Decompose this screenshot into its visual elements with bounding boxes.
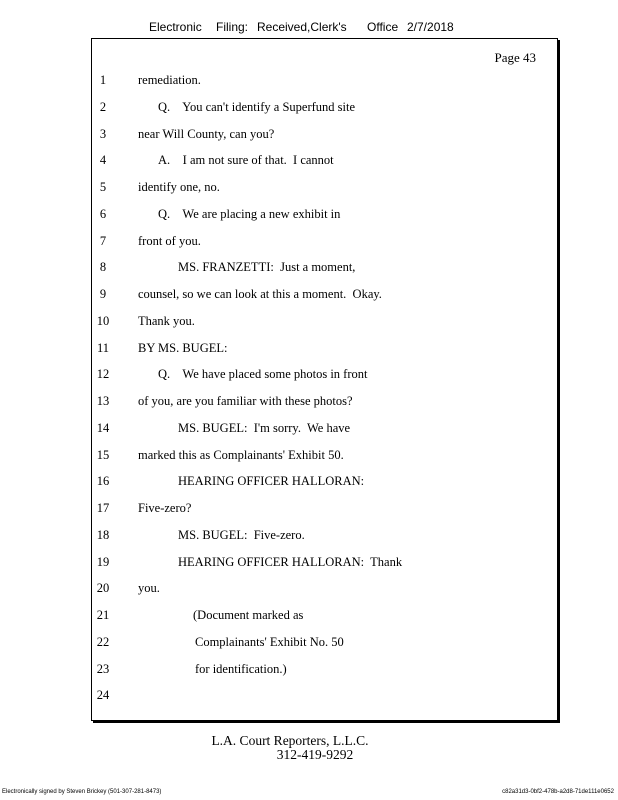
line-text: for identification.) <box>195 661 287 676</box>
line-text: MS. BUGEL: I'm sorry. We have <box>178 420 351 435</box>
line-text: Thank you. <box>138 313 195 328</box>
line-text: HEARING OFFICER HALLORAN: <box>178 474 365 489</box>
stamp-filing: Filing: <box>216 20 249 34</box>
line-text: you. <box>138 581 160 596</box>
page-number: Page 43 <box>494 50 536 65</box>
line-text: Complainants' Exhibit No. 50 <box>195 634 344 649</box>
transcript-line <box>0 448 560 466</box>
transcript-line <box>0 394 560 412</box>
transcript-line <box>0 180 560 198</box>
footer-company: L.A. Court Reporters, L.L.C. <box>211 733 369 748</box>
line-number: 3 <box>99 126 107 141</box>
transcript-line <box>0 688 560 706</box>
transcript-line <box>0 528 560 546</box>
line-text: identify one, no. <box>138 180 220 194</box>
line-text: counsel, so we can look at this a moment. Okay. <box>138 287 382 301</box>
line-text: remediation. <box>138 73 201 87</box>
transcript-line <box>0 100 560 118</box>
document-hash: c82a31d3-0bf2-478b-a2d8-71de111e0652 <box>502 789 614 795</box>
transcript-line <box>0 234 560 252</box>
line-text: Q. We are placing a new exhibit in <box>158 206 341 221</box>
line-number: 10 <box>96 313 110 328</box>
footer-phone: 312-419-9292 <box>276 747 354 762</box>
line-number: 19 <box>96 554 110 569</box>
line-number: 6 <box>99 206 107 221</box>
transcript-line <box>0 73 560 91</box>
stamp-electronic: Electronic <box>149 20 202 34</box>
line-number: 9 <box>99 287 107 301</box>
transcript-line <box>0 635 560 653</box>
line-number: 2 <box>99 99 107 114</box>
transcript-line <box>0 608 560 626</box>
transcript-line <box>0 501 560 519</box>
line-number: 13 <box>96 394 110 408</box>
line-number: 24 <box>96 688 110 703</box>
line-text: (Document marked as <box>193 608 304 622</box>
line-number: 20 <box>96 581 110 596</box>
stamp-date: 2/7/2018 <box>407 20 454 34</box>
line-text: MS. FRANZETTI: Just a moment, <box>178 260 356 275</box>
line-text: HEARING OFFICER HALLORAN: Thank <box>178 554 403 569</box>
transcript-line <box>0 662 560 680</box>
line-text: A. I am not sure of that. I cannot <box>158 153 334 168</box>
line-text: front of you. <box>138 233 201 248</box>
line-number: 12 <box>96 367 110 382</box>
transcript-line <box>0 314 560 332</box>
stamp-received: Received,Clerk's <box>257 20 347 34</box>
line-number: 18 <box>96 527 110 542</box>
line-number: 23 <box>96 661 110 676</box>
line-text: near Will County, can you? <box>138 126 275 141</box>
transcript-line <box>0 260 560 278</box>
transcript-line <box>0 555 560 573</box>
line-number: 16 <box>96 474 110 489</box>
line-text: BY MS. BUGEL: <box>138 340 228 355</box>
line-text: Five-zero? <box>138 501 192 515</box>
transcript-line <box>0 127 560 145</box>
stamp-office: Office <box>367 20 399 34</box>
line-text: MS. BUGEL: Five-zero. <box>178 527 305 542</box>
line-text: marked this as Complainants' Exhibit 50. <box>138 447 344 462</box>
line-number: 14 <box>96 420 110 435</box>
transcript-line <box>0 474 560 492</box>
line-number: 22 <box>96 634 110 649</box>
line-number: 8 <box>99 260 107 275</box>
transcript-line <box>0 421 560 439</box>
line-number: 4 <box>99 153 107 168</box>
line-text: Q. We have placed some photos in front <box>158 367 368 382</box>
transcript-line <box>0 341 560 359</box>
line-number: 21 <box>96 608 110 622</box>
line-number: 1 <box>99 73 107 87</box>
line-number: 11 <box>96 340 110 355</box>
signature-note: Electronically signed by Steven Brickey (501-307-281-8473) <box>2 789 162 795</box>
line-number: 7 <box>99 233 107 248</box>
transcript-line <box>0 367 560 385</box>
line-number: 15 <box>96 447 110 462</box>
transcript-line <box>0 287 560 305</box>
line-text: Q. You can't identify a Superfund site <box>158 99 356 114</box>
transcript-line <box>0 581 560 599</box>
line-text: of you, are you familiar with these photos? <box>138 394 353 408</box>
transcript-line <box>0 207 560 225</box>
line-number: 17 <box>96 501 110 515</box>
transcript-line <box>0 153 560 171</box>
line-number: 5 <box>99 180 107 194</box>
